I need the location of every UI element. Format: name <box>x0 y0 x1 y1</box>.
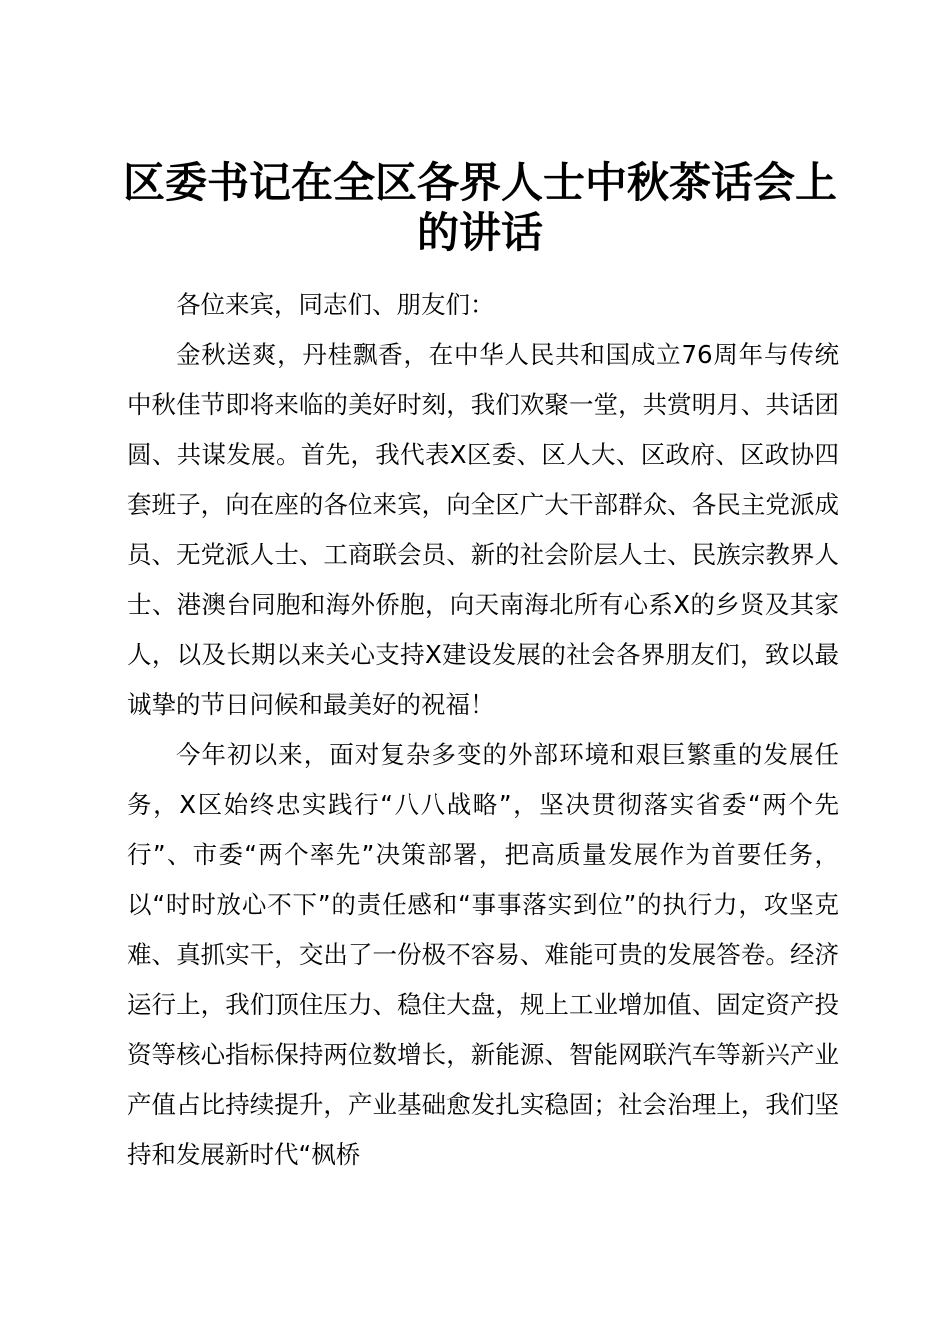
salutation: 各位来宾，同志们、朋友们： <box>176 290 495 319</box>
document-body <box>127 280 839 1180</box>
paragraph-2: 今年初以来，面对复杂多变的外部环境和艰巨繁重的发展任务，X区始终忠实践行“八八战略”，坚决贯彻落实省委“两个先行”、市委“两个率先”决策部署，把高质量发展作为首要任务，以“时时放心不下”的责任感和“事事落实到位”的执行力，攻坚克难、真抓实干，交出了一份极不容易、难能可贵的发展答卷。经济运行上，我们顶住压力、稳住大盘，规上工业增加值、固定资产投资等核心指标保持两位数增长，新能源、智能网联汽车等新兴产业产值占比持续提升，产业基础愈发扎实稳固；社会治理上，我们坚持和发展新时代“枫桥 <box>127 740 839 1169</box>
paragraph-1: 金秋送爽，丹桂飘香，在中华人民共和国成立76周年与传统中秋佳节即将来临的美好时刻，我们欢聚一堂，共赏明月、共话团圆、共谋发展。首先，我代表X区委、区人大、区政府、区政协四套班子，向在座的各位来宾，向全区广大干部群众、各民主党派成员、无党派人士、工商联会员、新的社会阶层人士、民族宗教界人士、港澳台同胞和海外侨胞，向天南海北所有心系X的乡贤及其家人，以及长期以来关心支持X建设发展的社会各界朋友们，致以最诚挚的节日问候和最美好的祝福！ <box>127 340 839 719</box>
document-title: 区委书记在全区各界人士中秋茶话会上的讲话 <box>122 158 837 257</box>
